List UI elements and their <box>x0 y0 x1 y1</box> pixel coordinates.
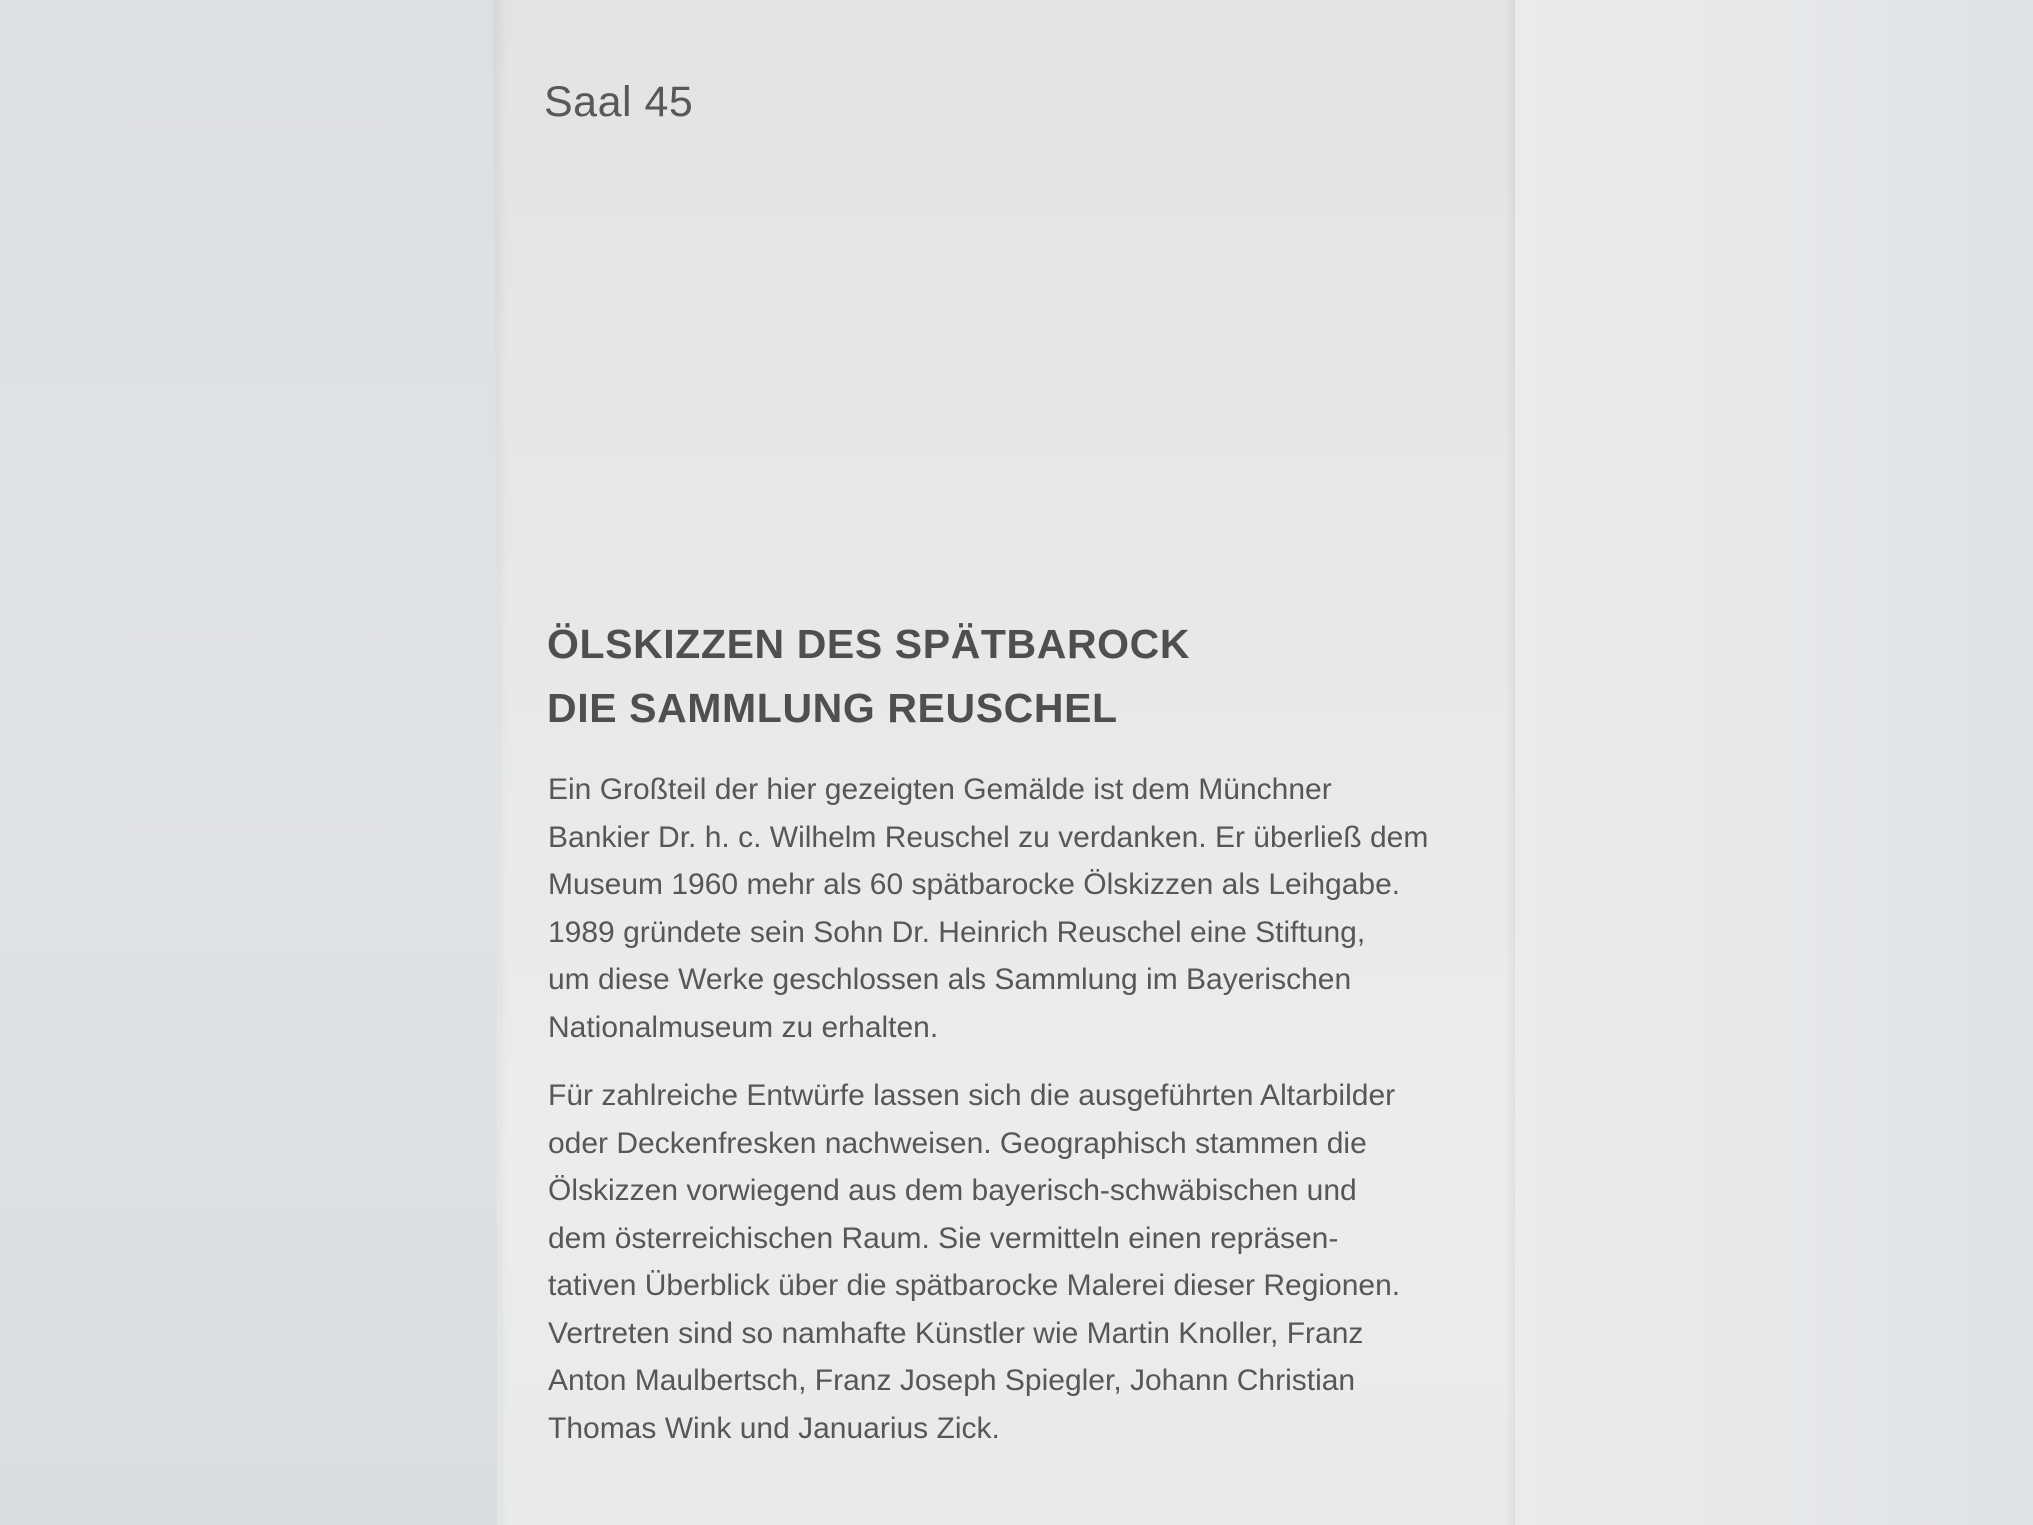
panel-edge-shadow-right <box>1505 0 1515 1525</box>
paragraph-1-line: Ein Großteil der hier gezeigten Gemälde ist dem Münchner <box>548 773 1332 806</box>
paragraph-2-line: dem österreichischen Raum. Sie vermitteln einen repräsen- <box>548 1221 1339 1255</box>
paragraph-2-line: Ölskizzen vorwiegend aus dem bayerisch-schwäbischen und <box>548 1174 1357 1207</box>
paragraph-2 <box>548 1072 1478 1452</box>
paragraph-2-line: oder Deckenfresken nachweisen. Geographisch stammen die <box>548 1126 1367 1160</box>
paragraph-1-line: 1989 gründete sein Sohn Dr. Heinrich Reuschel eine Stiftung, <box>548 915 1366 949</box>
paragraph-1 <box>548 766 1478 1051</box>
paragraph-2-line: tativen Überblick über die spätbarocke Malerei dieser Regionen. <box>548 1269 1401 1302</box>
paragraph-2-line: Vertreten sind so namhafte Künstler wie Martin Knoller, Franz <box>548 1316 1364 1350</box>
wall-right <box>1513 0 2033 1525</box>
paragraph-1-line: Bankier Dr. h. c. Wilhelm Reuschel zu verdanken. Er überließ dem <box>548 820 1429 854</box>
paragraph-2-line: Für zahlreiche Entwürfe lassen sich die ausgeführten Altarbilder <box>548 1079 1396 1112</box>
room-number: Saal 45 <box>544 78 694 126</box>
panel-heading <box>547 612 1190 740</box>
wall-left <box>0 0 497 1525</box>
paragraph-2-line: Anton Maulbertsch, Franz Joseph Spiegler, Johann Christian <box>548 1364 1356 1397</box>
paragraph-1-line: Nationalmuseum zu erhalten. <box>548 1010 939 1044</box>
paragraph-1-line: um diese Werke geschlossen als Sammlung im Bayerischen <box>548 963 1352 996</box>
paragraph-2-line: Thomas Wink und Januarius Zick. <box>548 1411 1000 1445</box>
paragraph-1-line: Museum 1960 mehr als 60 spätbarocke Ölskizzen als Leihgabe. <box>548 868 1401 901</box>
heading-line-2: DIE SAMMLUNG REUSCHEL <box>547 685 1118 731</box>
heading-line-1: ÖLSKIZZEN DES SPÄTBAROCK <box>547 621 1191 667</box>
